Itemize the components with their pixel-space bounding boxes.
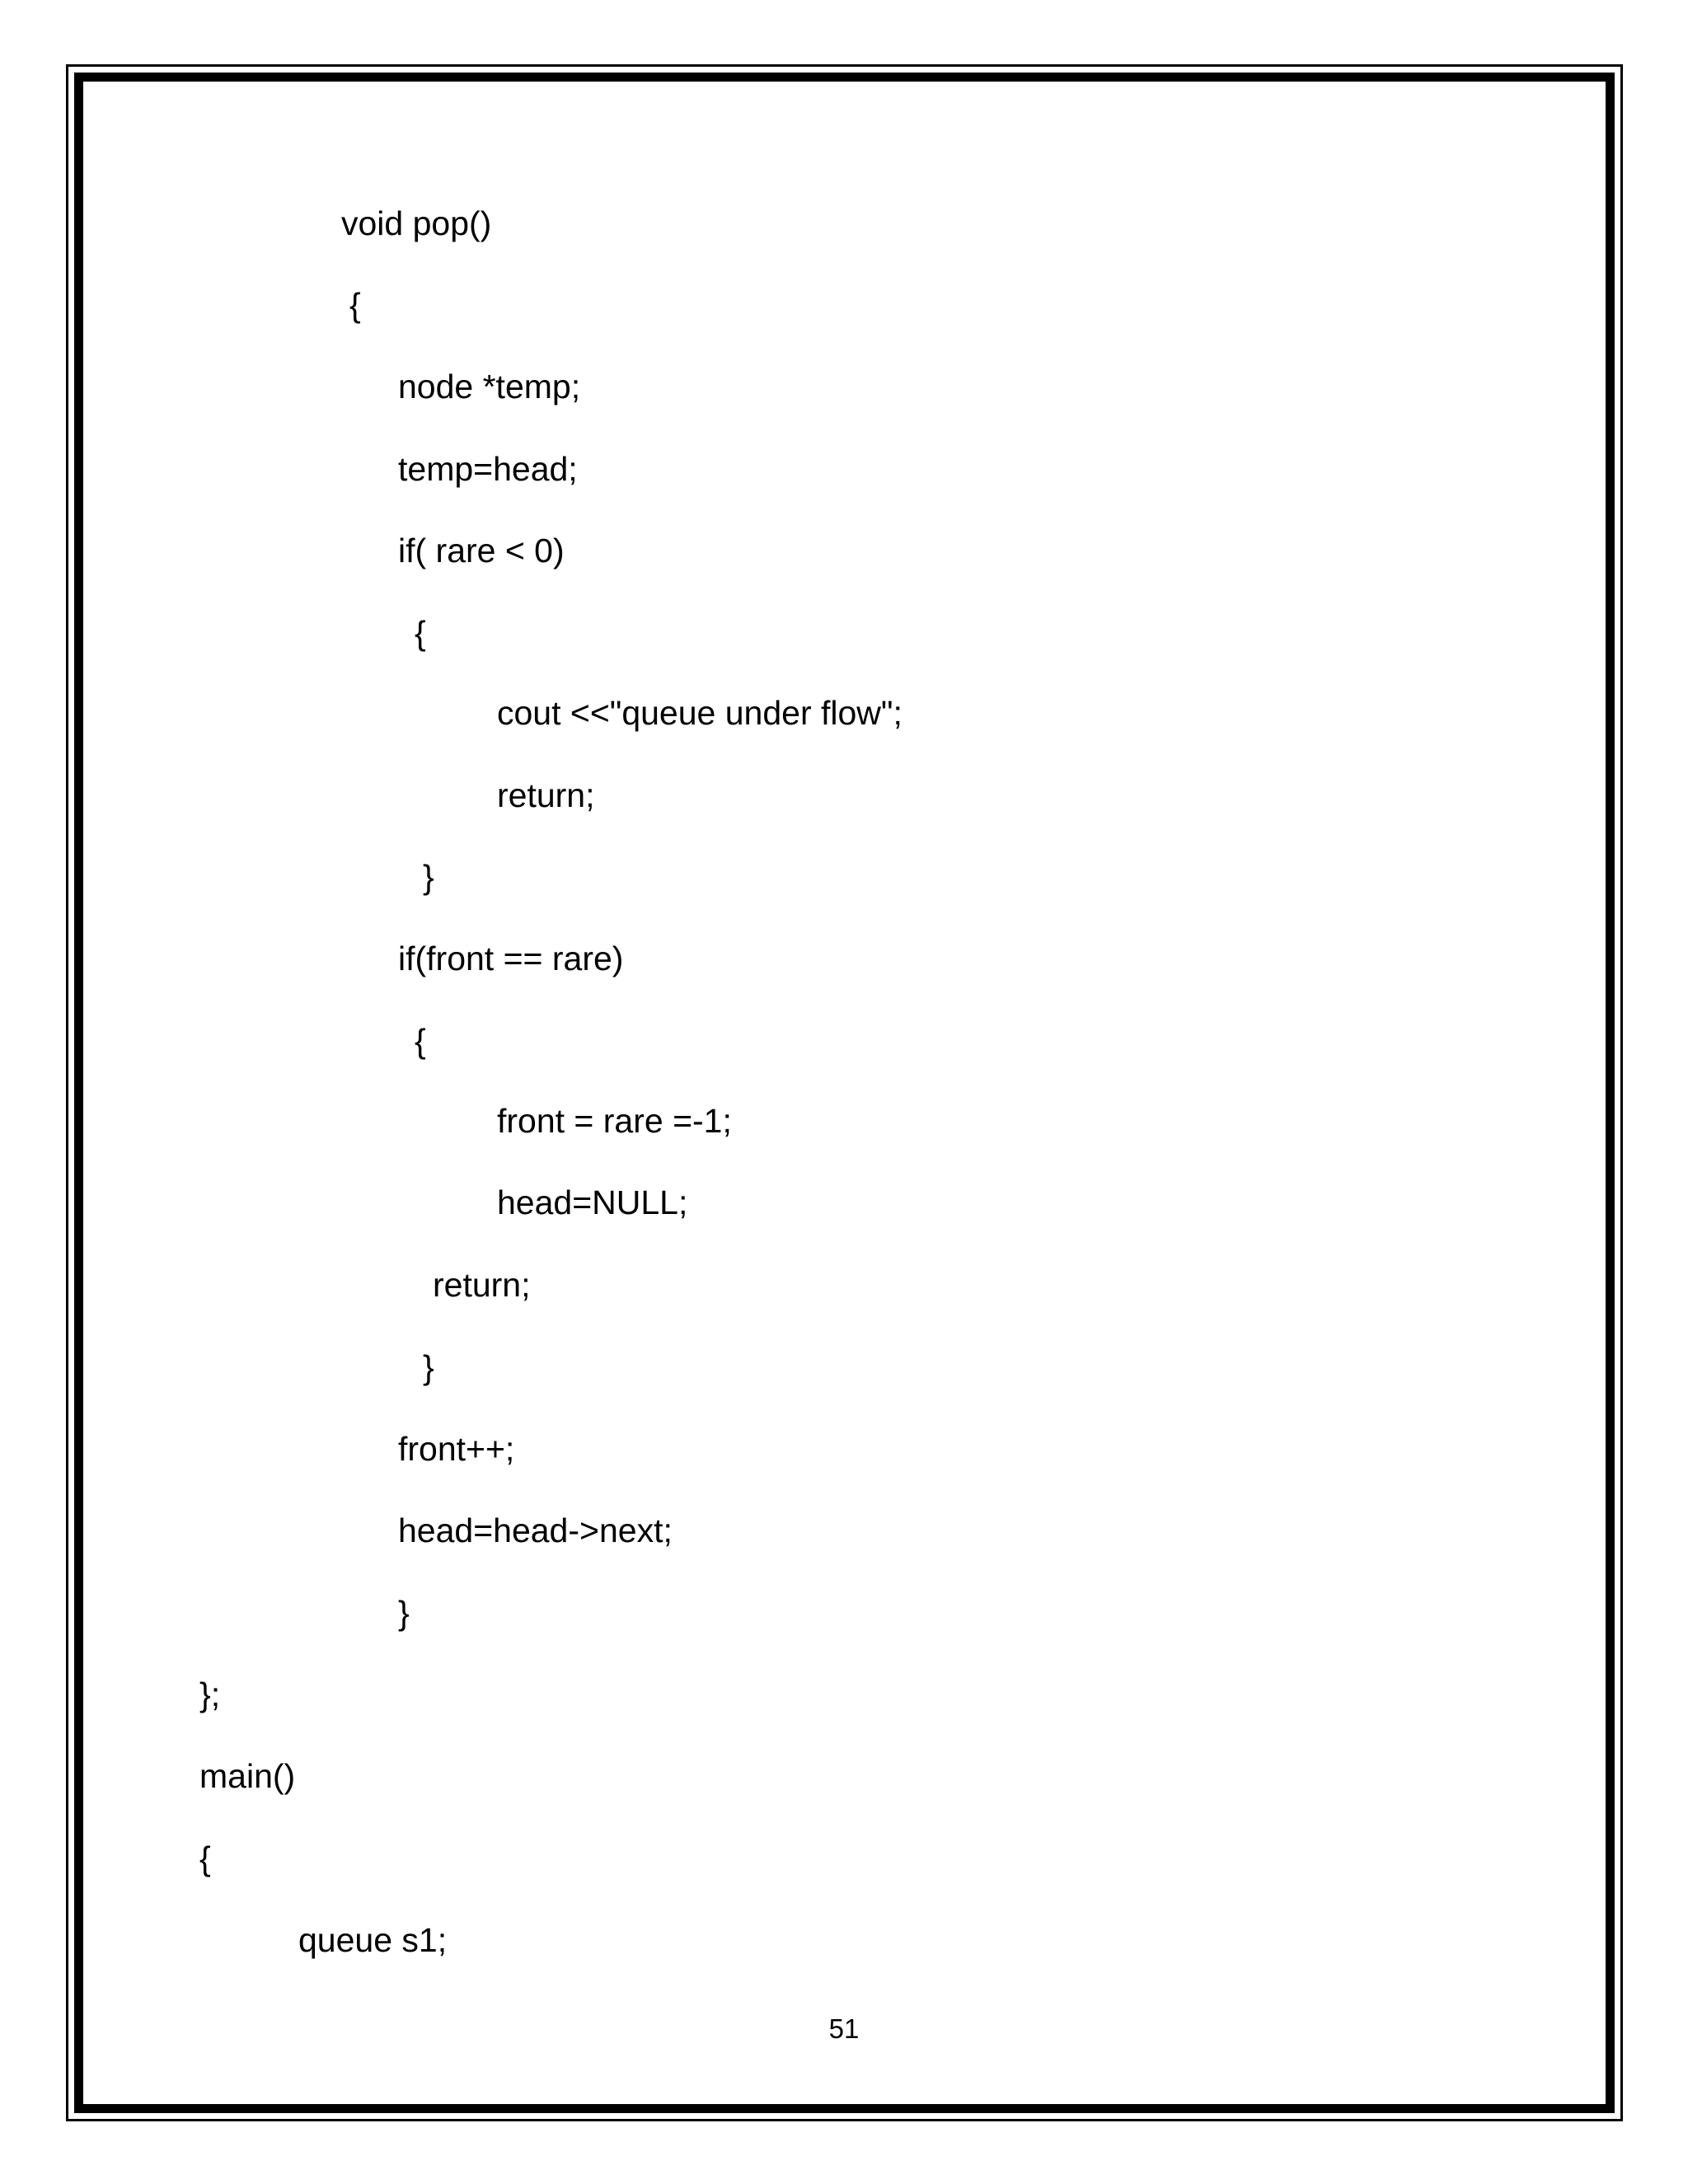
code-line: front = rare =-1; bbox=[497, 1102, 732, 1140]
code-line: { bbox=[199, 1840, 211, 1877]
code-line: temp=head; bbox=[398, 450, 578, 488]
code-line: head=head->next; bbox=[398, 1511, 673, 1549]
page-number: 51 bbox=[828, 2013, 860, 2044]
code-line: node *temp; bbox=[398, 368, 581, 405]
code-line: if(front == rare) bbox=[398, 940, 624, 977]
code-line: } bbox=[423, 1348, 434, 1386]
code-line: main() bbox=[199, 1757, 296, 1795]
code-line: front++; bbox=[398, 1430, 515, 1468]
code-line: if( rare < 0) bbox=[398, 532, 565, 569]
code-line: }; bbox=[199, 1675, 221, 1713]
code-line: } bbox=[398, 1594, 410, 1632]
code-line: { bbox=[415, 1022, 426, 1060]
code-line: return; bbox=[497, 776, 595, 814]
code-line: queue s1; bbox=[298, 1921, 448, 1959]
code-line: return; bbox=[433, 1266, 531, 1304]
page-border-inner bbox=[74, 73, 1615, 2113]
code-line: head=NULL; bbox=[497, 1183, 688, 1221]
code-line: void pop() bbox=[341, 204, 492, 242]
code-line: { bbox=[349, 286, 361, 324]
code-line: } bbox=[423, 858, 434, 896]
code-line: cout <<"queue under flow"; bbox=[497, 694, 903, 732]
code-line: { bbox=[415, 614, 426, 652]
